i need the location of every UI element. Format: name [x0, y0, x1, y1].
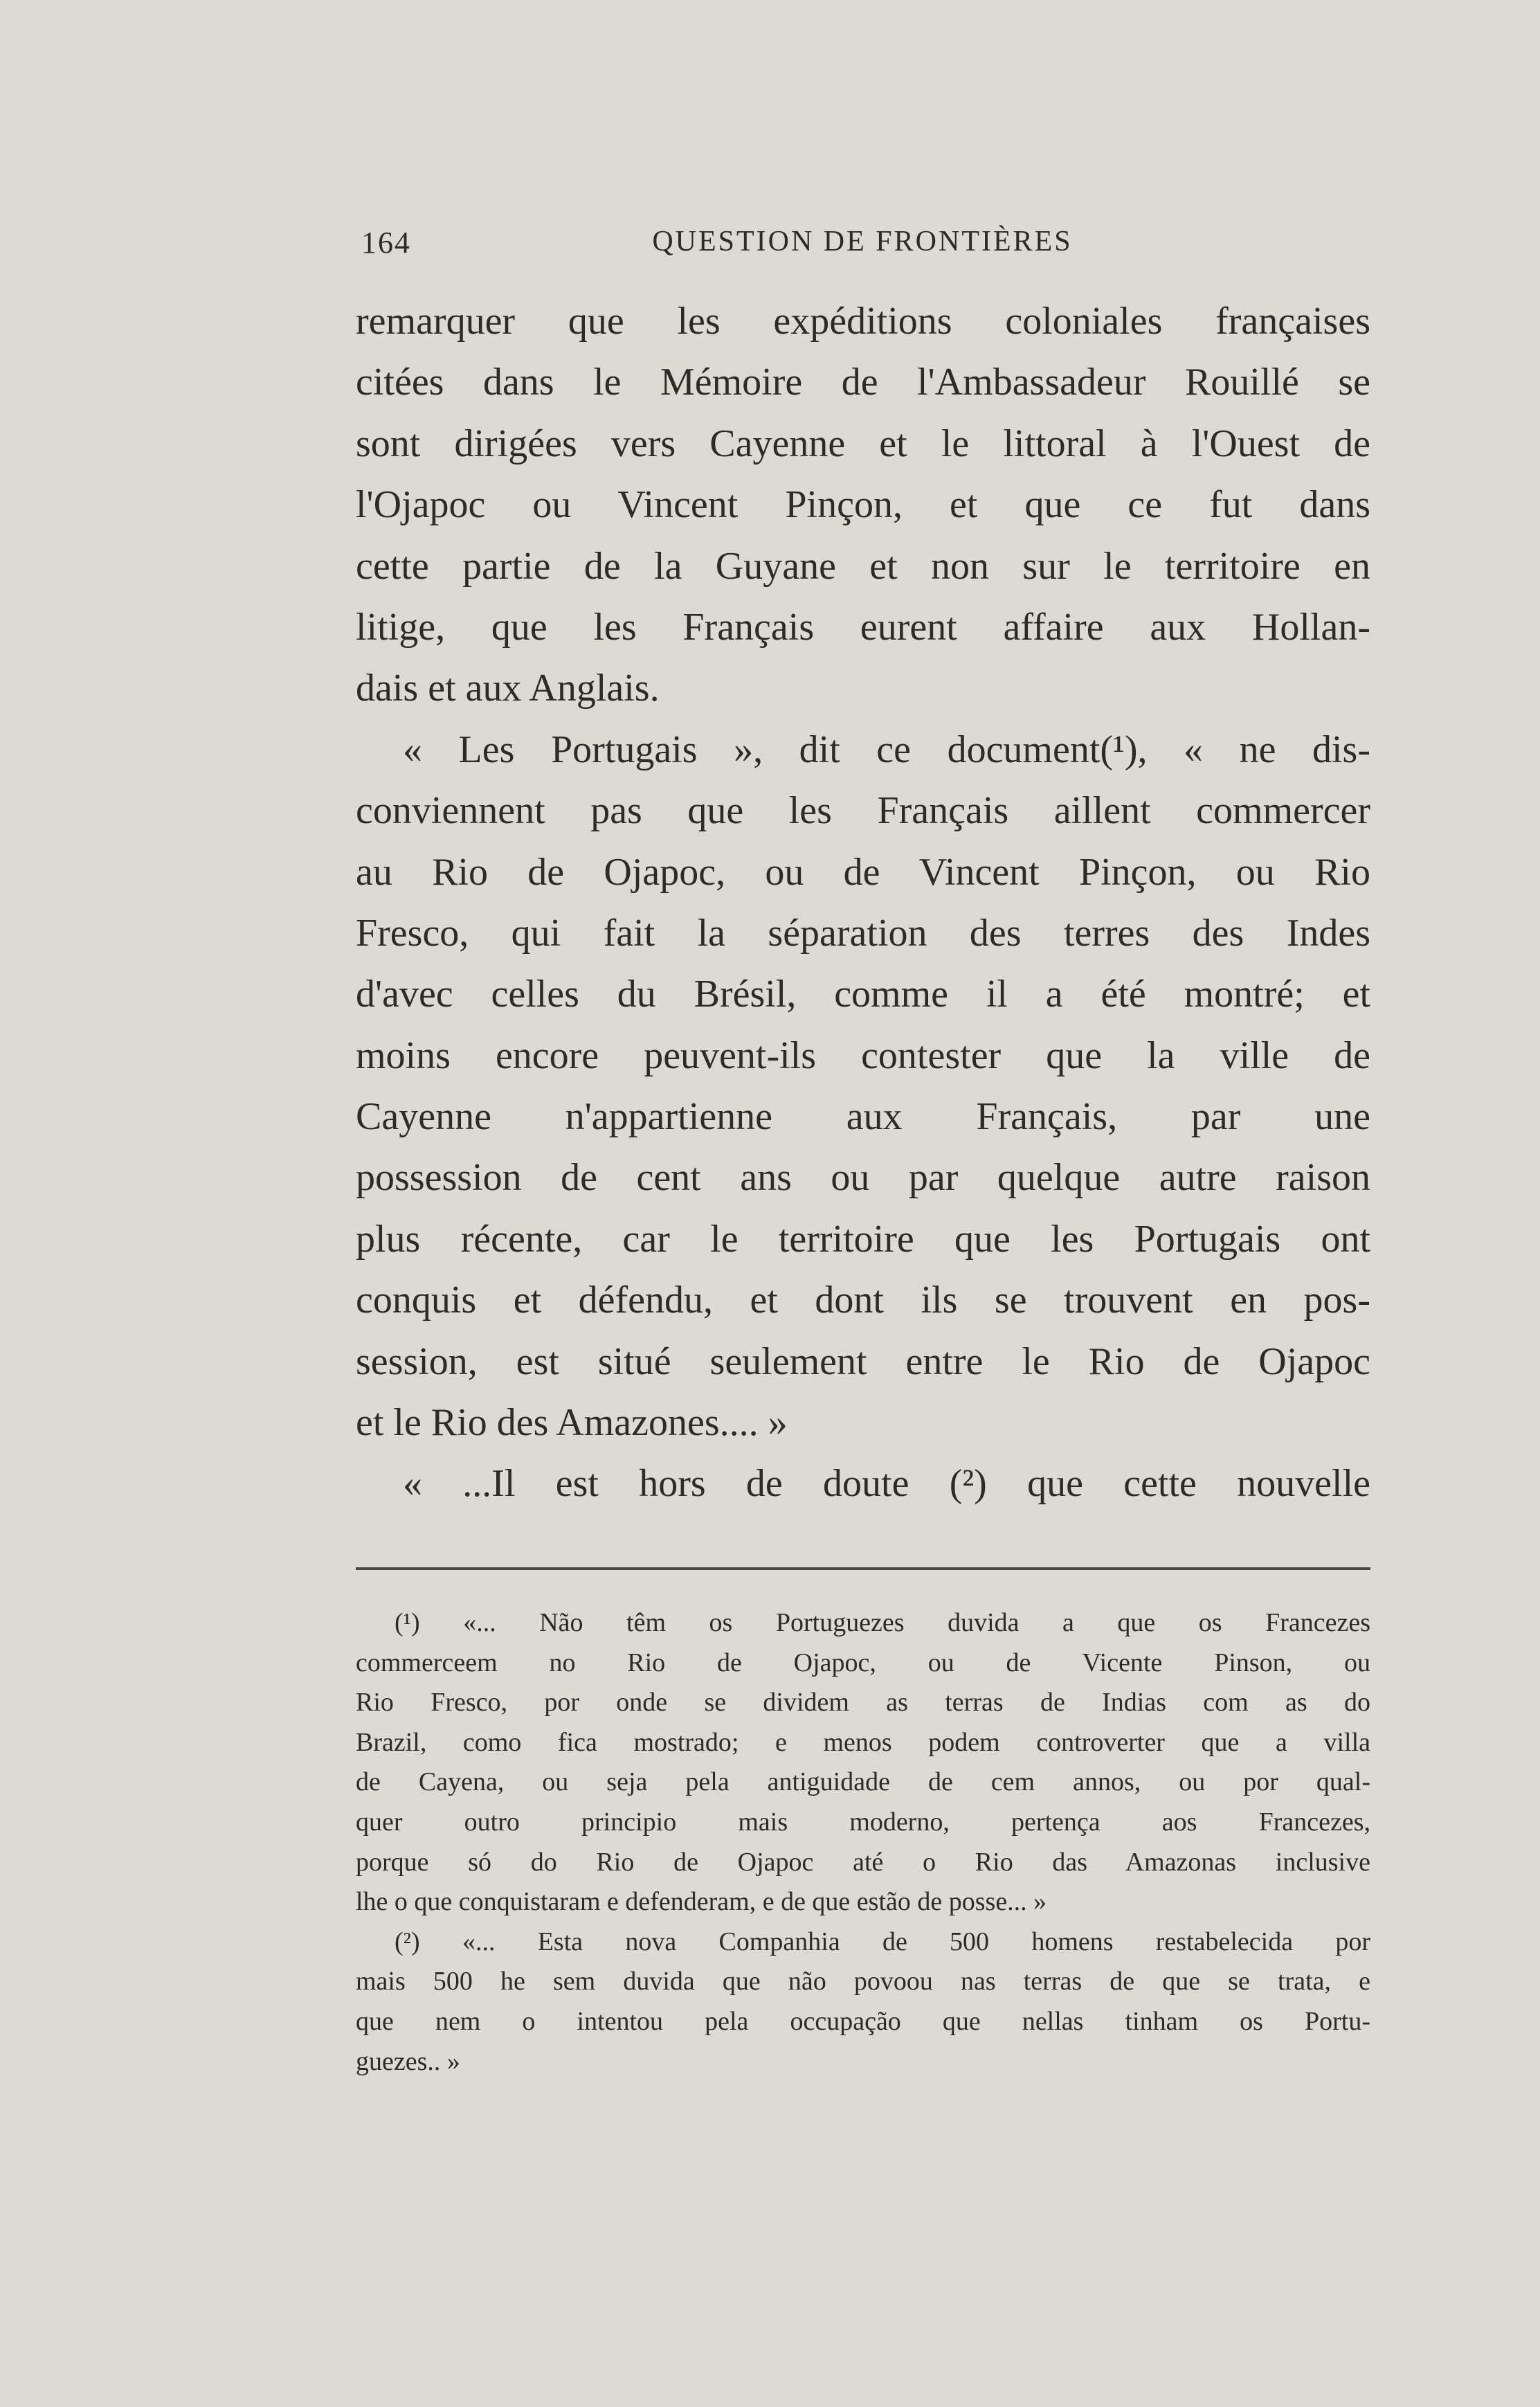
- footnote-line: Rio Fresco, por onde se dividem as terras de Indias com as do: [356, 1688, 1370, 1718]
- text-line: « ...Il est hors de doute (²) que cette nouvelle: [403, 1462, 1370, 1506]
- text-line: conquis et défendu, et dont ils se trouvent en pos-: [356, 1279, 1370, 1322]
- text-line: d'avec celles du Brésil, comme il a été montré; et: [356, 973, 1370, 1016]
- running-title: QUESTION DE FRONTIÈRES: [652, 226, 1073, 258]
- text-line: conviennent pas que les Français aillent commercer: [356, 789, 1370, 833]
- footnote-separator: [356, 1567, 1370, 1570]
- text-line: cette partie de la Guyane et non sur le territoire en: [356, 544, 1370, 588]
- footnote-line: quer outro principio mais moderno, pertença aos Francezes,: [356, 1807, 1370, 1837]
- text-line: l'Ojapoc ou Vincent Pinçon, et que ce fut dans: [356, 483, 1370, 527]
- page-header: [354, 225, 1370, 267]
- footnote-line: de Cayena, ou seja pela antiguidade de cem annos, ou por qual-: [356, 1767, 1370, 1797]
- text-line: et le Rio des Amazones.... »: [356, 1401, 788, 1445]
- text-line: « Les Portugais », dit ce document(¹), « ne dis-: [403, 728, 1370, 771]
- text-line: remarquer que les expéditions coloniales françaises: [356, 300, 1370, 343]
- footnote-line: Brazil, como fica mostrado; e menos podem controverter que a villa: [356, 1727, 1370, 1757]
- text-line: session, est situé seulement entre le Rio de Ojapoc: [356, 1340, 1370, 1383]
- footnotes: [356, 1603, 1370, 2082]
- text-line: Cayenne n'appartienne aux Français, par une: [356, 1095, 1370, 1139]
- footnote-line: (¹) «... Não têm os Portuguezes duvida a que os Francezes: [395, 1608, 1370, 1637]
- text-line: sont dirigées vers Cayenne et le littoral à l'Ouest de: [356, 422, 1370, 465]
- footnote-line: que nem o intentou pela occupação que nellas tinham os Portu-: [356, 2006, 1370, 2036]
- footnote-line: porque só do Rio de Ojapoc até o Rio das Amazonas inclusive: [356, 1847, 1370, 1877]
- page-number: 164: [361, 226, 411, 260]
- text-line: dais et aux Anglais.: [356, 667, 660, 710]
- text-line: au Rio de Ojapoc, ou de Vincent Pinçon, ou Rio: [356, 850, 1370, 894]
- text-line: Fresco, qui fait la séparation des terres des Indes: [356, 911, 1370, 955]
- footnote-line: mais 500 he sem duvida que não povoou nas terras de que se trata, e: [356, 1967, 1370, 1996]
- footnote-line: guezes.. »: [356, 2046, 460, 2076]
- text-line: litige, que les Français eurent affaire aux Hollan-: [356, 605, 1370, 649]
- text-line: moins encore peuvent-ils contester que la ville de: [356, 1034, 1370, 1077]
- text-line: plus récente, car le territoire que les Portugais ont: [356, 1217, 1370, 1261]
- text-line: citées dans le Mémoire de l'Ambassadeur Rouillé se: [356, 361, 1370, 404]
- footnote-line: commerceem no Rio de Ojapoc, ou de Vicente Pinson, ou: [356, 1648, 1370, 1677]
- footnote-line: lhe o que conquistaram e defenderam, e de que estão de posse... »: [356, 1887, 1047, 1917]
- body-text: [356, 291, 1370, 1515]
- footnote-line: (²) «... Esta nova Companhia de 500 homens restabelecida por: [395, 1927, 1370, 1956]
- text-line: possession de cent ans ou par quelque autre raison: [356, 1156, 1370, 1200]
